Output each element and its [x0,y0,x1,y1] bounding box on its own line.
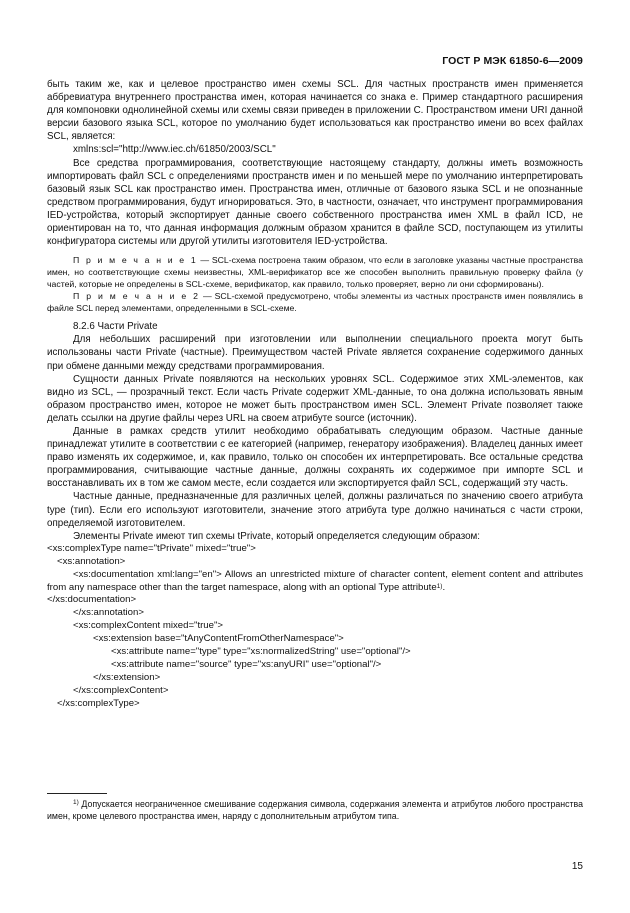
standard-header: ГОСТ Р МЭК 61850-6—2009 [442,55,583,67]
footnote-text: Допускается неограниченное смешивание содержания символа, содержания элемента и атрибутов любого пространства имен, кроме целевого пространства имен, наряду с дополнительным атрибутом типа. [47,799,583,821]
code-line: </xs:extension> [93,671,161,683]
code-line: <xs:extension base="tAnyContentFromOtherNamespace"> [93,633,344,645]
section-heading: 8.2.6 Части Private [73,321,158,333]
paragraph-private-intro: Для небольших расширений при изготовлении или выполнении специального проекта могут быть использованы части Private (частные). Преимуществом частей Private является сохранение содержимого данных при обмене данными между средствами программирования. [47,334,583,372]
paragraph-private-type: Частные данные, предназначенные для различных целей, должны различаться по значению своего атрибута type (тип). Если его используют изготовители, значение этого атрибута type должно начинаться с части строки, определяемой изготовителем. [47,491,583,529]
footnote-mark: 1) [73,799,79,806]
code-line: <xs:attribute name="type" type="xs:normalizedString" use="optional"/> [111,646,411,658]
footnote-divider [47,793,107,794]
code-line: </xs:complexContent> [73,684,169,696]
code-line: <xs:complexContent mixed="true"> [73,620,223,632]
xmlns-declaration: xmlns:scl="http://www.iec.ch/61850/2003/SCL" [73,144,276,156]
code-line: </xs:complexType> [57,697,140,709]
xml-schema-code [47,543,583,711]
note-1 [47,254,583,290]
paragraph-private-handling: Данные в рамках средств утилит необходимо обрабатывать следующим образом. Частные данные принадлежат утилите в соответствии с ее категорией (например, генератору изображения). Владелец данных имеет право изменять их содержимое, и, как правило, только он способен их интерпретировать. Все остальные средства программирования, считывающие частные данные, должны сохранять их содержимое при импорте SCL и восстанавливать их в том же самом месте, если создается или экспортируется файл SCL, содержащий эту часть. [47,425,583,490]
note-2 [47,290,583,314]
note-1-label: П р и м е ч а н и е 1 [73,255,198,266]
note-2-text: — SCL-схемой предусмотрено, чтобы элементы из частных пространств имен появлялись в файле SCL перед элементами, определенными в SCL-схеме. [47,291,584,314]
code-line: </xs:annotation> [73,607,144,619]
footnote [47,798,583,822]
paragraph-private-levels: Сущности данных Private появляются на нескольких уровнях SCL. Содержимое этих XML-элементов, как видно из SCL, — прозрачный текст. Если часть Private содержит XML-данные, то она должна использовать явным образом пространство имен, которое не может быть пространством имен SCL. Элемент Private позволяет также делать ссылки на другие файлы через URL на своем атрибуте source (источник). [47,373,583,424]
code-doc-text: <xs:documentation xml:lang="en"> Allows an unrestricted mixture of character content, element content and attributes from any namespace other than the target namespace, along with an optional Type attribute [47,568,583,593]
paragraph-tools-import: Все средства программирования, соответствующие настоящему стандарту, должны иметь возможность импортировать файл SCL с определениями пространств имен и по меньшей мере по умолчанию интерпретировать базовый язык SCL как пространство имен. Пространства имен, отличные от базового языка SCL и не опознанные средством программирования, будут игнорироваться. Это, в частности, означает, что инструмент программирования IED-устройства, который экспортирует данные своего собственного пространства имен XML в файл ICD, не ориентирован на то, что данная информация должным образом хранится в файле SCD, поступающем из утилиты конфигуратора системы или другой утилиты изготовителя IED-устройства. [47,157,583,248]
code-line: <xs:attribute name="source" type="xs:anyURI" use="optional"/> [111,658,382,670]
page-number: 15 [571,861,583,872]
code-line: <xs:complexType name="tPrivate" mixed="true"> [47,542,256,554]
footnote-ref: 1) [436,582,443,590]
code-line: </xs:documentation> [47,594,137,606]
paragraph-schema-type: Элементы Private имеют тип схемы tPrivate, который определяется следующим образом: [73,530,481,542]
paragraph-namespace-intro: быть таким же, как и целевое пространство имен схемы SCL. Для частных пространств имен применяется аббревиатура внутреннего пространства имен, которая начинается со знака e. Пример стандартного расширения для компоновки однолинейной схемы или схемы связи приведен в приложении С. Пространством имени URI данной версии базового языка SCL, которое по умолчанию будет использоваться как пространство имени во всех файлах SCL, является: [47,79,583,143]
code-line-documentation [47,569,583,595]
code-doc-end: . [442,581,446,593]
note-2-label: П р и м е ч а н и е 2 [73,291,201,302]
note-1-text: — SCL-схема построена таким образом, что если в заголовке указаны частные пространства имен, но соответствующие схемы неизвестны, XML-верификатор все же способен выполнить правильную проверку файла (у частей, которые не определены в SCL-схеме, верификатор, как правило, только проверяет, верно ли они сформированы). [47,255,583,290]
body-text [47,78,583,711]
code-line: <xs:annotation> [57,555,126,567]
